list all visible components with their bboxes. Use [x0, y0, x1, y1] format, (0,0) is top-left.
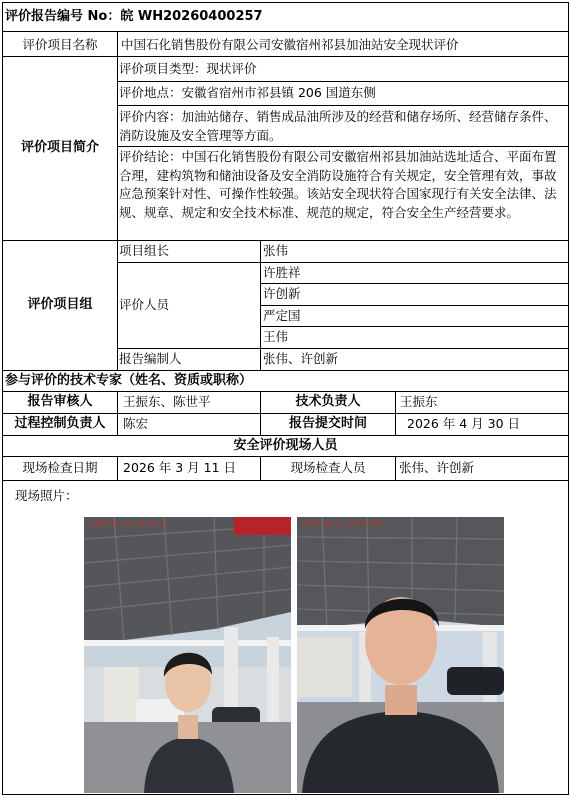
team-members-label: 评价人员	[119, 297, 170, 312]
auditor: 王振东、陈世平	[123, 394, 211, 409]
site-date-label: 现场检查日期	[22, 460, 98, 475]
team-member: 许创新	[263, 286, 301, 301]
tech-lead: 王振东	[400, 394, 438, 409]
site-photo-2-image	[297, 517, 504, 793]
site-photo-1	[84, 517, 291, 793]
team-label: 评价项目组	[27, 297, 93, 312]
site-heading: 安全评价现场人员	[233, 438, 338, 453]
site-people-label: 现场检查人员	[290, 460, 366, 475]
site-photo-2	[297, 517, 504, 793]
team-member: 严定国	[263, 308, 301, 323]
team-member: 王伟	[263, 329, 289, 344]
site-photos-label: 现场照片：	[15, 488, 78, 503]
intro-type: 评价项目类型：现状评价	[119, 61, 257, 76]
site-photo-1-image	[84, 517, 291, 793]
project-name-label: 评价项目名称	[22, 37, 98, 52]
process-control-label: 过程控制负责人	[14, 416, 106, 431]
submit-date: 2026 年 4 月 30 日	[407, 416, 521, 431]
intro-conclusion: 评价结论：中国石化销售股份有限公司安徽宿州祁县加油站选址适合、平面布置合理，建构筑物和储油设备及安全消防设施符合有关规定，安全管理有效，事故应急预案针对性、可操作性较强。该站安全现状符合国家现行有关安全法律、法规、规章、规定和安全技术标准、规范的规定，符合安全生产经营要求。	[119, 149, 557, 220]
team-leader-label: 项目组长	[119, 243, 170, 258]
photo-1-timestamp: 2026-03-11 16:53:31	[89, 520, 170, 528]
site-people: 张伟、许创新	[399, 460, 475, 475]
team-leader: 张伟	[263, 243, 289, 258]
report-writer-label: 报告编制人	[119, 351, 182, 366]
report-number: 评价报告编号 No：皖 WH20260400257	[5, 9, 263, 24]
project-name-value: 中国石化销售股份有限公司安徽宿州祁县加油站安全现状评价	[121, 37, 459, 52]
site-date: 2026 年 3 月 11 日	[123, 460, 237, 475]
evaluation-record-form	[2, 2, 569, 795]
report-writer: 张伟、许创新	[263, 351, 339, 366]
auditor-label: 报告审核人	[27, 394, 93, 409]
intro-location: 评价地点：安徽省宿州市祁县镇 206 国道东侧	[119, 85, 376, 100]
team-member: 许胜祥	[263, 265, 301, 280]
submit-date-label: 报告提交时间	[288, 416, 367, 431]
tech-lead-label: 技术负责人	[295, 394, 361, 409]
experts-label: 参与评价的技术专家（姓名、资质或职称）	[5, 373, 253, 388]
photo-2-timestamp: 2026-03-11 16:54:08	[302, 520, 383, 528]
intro-label: 评价项目简介	[20, 140, 99, 155]
process-control: 陈宏	[123, 416, 149, 431]
intro-content: 评价内容：加油站储存、销售成品油所涉及的经营和储存场所、经营储存条件、消防设施及安全管理等方面。	[119, 109, 557, 143]
